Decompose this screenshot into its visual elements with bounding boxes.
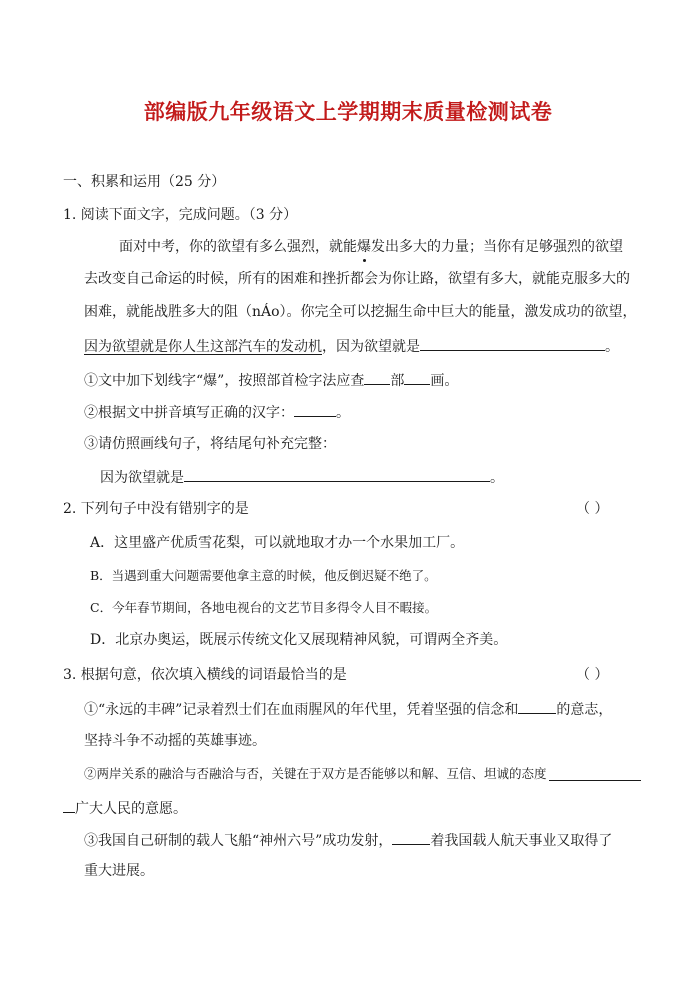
q1-s2-b: 。 [336,405,350,421]
q2-option-b: B．当遇到重大问题需要他拿主意的时候，他反倒迟疑不绝了。 [90,568,437,583]
q1-stem: 1. 阅读下面文字，完成问题。（3 分） [63,207,298,223]
q1-s3-answer-blank[interactable] [184,466,490,482]
q3-i2-b: 广大人民的意愿。 [75,801,187,817]
q3-i1-b: 的意志， [556,702,613,718]
q1-s1-c: 画。 [430,373,459,389]
q1-s1-blank-radical[interactable] [364,369,390,385]
q1-sub-3-answer [100,466,504,488]
q3-item-1-line-2: 坚持斗争不动摇的英雄事迹。 [84,733,266,749]
q3-i1-blank[interactable] [518,698,556,714]
q3-item-3-line-2: 重大进展。 [84,863,154,879]
q2-option-c: C．今年春节期间，各地电视台的文艺节目多得令人目不暇接。 [90,600,438,615]
q1-passage-line-1 [119,237,623,257]
q3-item-2-line-2 [63,797,187,819]
q1-s1-b: 部 [390,373,405,389]
q1-s3-answer-b: 。 [490,470,504,486]
q3-i3-a: ③我国自己研制的载人飞船“神州六号”成功发射， [84,833,393,849]
q2-option-d: D．北京办奥运，既展示传统文化又展现精神风貌，可谓两全齐美。 [90,632,508,648]
q3-i2-blank-part-2[interactable] [63,797,75,813]
q3-i3-blank[interactable] [392,829,430,845]
q1-underlined-sentence: 因为欲望就是你人生这部汽车的发动机 [84,339,322,355]
q3-item-2-line-1: ②两岸关系的融洽与否融洽与否，关键在于双方是否能够以和解、互信、坦诚的态度 [84,766,547,781]
q1-sub-2 [84,401,350,423]
q1-s1-blank-strokes[interactable] [404,369,430,385]
q1-answer-blank[interactable] [420,335,605,351]
q3-answer-parens[interactable]: （ ） [576,667,609,683]
q1-p1-a: 面对中考，你的欲望有多么强烈，就能 [119,239,357,255]
q1-passage-line-4 [84,335,619,357]
q1-s1-a: ①文中加下划线字“爆”，按照部首检字法应查 [84,373,365,389]
q3-stem: 3. 根据句意，依次填入横线的词语最恰当的是 [63,667,347,683]
q2-answer-parens[interactable]: （ ） [576,501,609,517]
q1-p4-rest: ，因为欲望就是 [322,339,420,355]
q3-i3-b: 着我国载人航天事业又取得了 [430,833,613,849]
q1-p1-b: 发出多大的力量；当你有足够强烈的欲望 [371,239,623,255]
q3-i2-blank-part-1[interactable] [549,765,641,781]
q3-item-3-line-1 [84,829,612,851]
q1-passage-line-2: 去改变自己命运的时候，所有的困难和挫折都会为你让路，欲望有多大，就能克服多大的 [84,271,630,287]
q1-dotted-char: 爆 [357,239,371,255]
page-title: 部编版九年级语文上学期期末质量检测试卷 [143,100,553,124]
q2-stem: 2. 下列句子中没有错别字的是 [63,501,249,517]
q2-option-a: A．这里盛产优质雪花梨，可以就地取才办一个水果加工厂。 [90,535,465,551]
q1-s3-answer-a: 因为欲望就是 [100,470,184,486]
q1-passage-line-3: 困难，就能战胜多大的阻（nÁo）。你完全可以挖掘生命中巨大的能量，激发成功的欲望， [84,304,637,320]
q1-sub-1 [84,369,458,391]
q1-p4-end: 。 [605,339,619,355]
section-heading: 一、积累和运用（25 分） [63,174,226,190]
q3-item-1-line-1 [84,698,612,720]
q1-s2-blank[interactable] [294,401,336,417]
q1-s2-a: ②根据文中拼音填写正确的汉字： [84,405,294,421]
q3-i1-a: ①“永远的丰碑”记录着烈士们在血雨腥风的年代里，凭着坚强的信念和 [84,702,519,718]
q1-sub-3: ③请仿照画线句子，将结尾句补充完整： [84,436,336,452]
